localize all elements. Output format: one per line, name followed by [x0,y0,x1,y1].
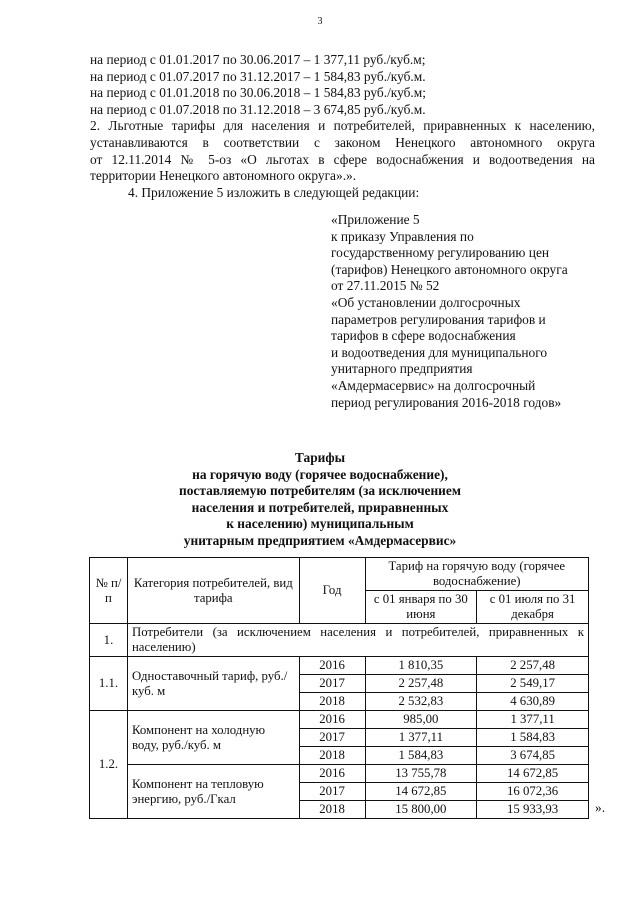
header-jan-jun: с 01 января по 30 июня [365,591,477,624]
title-line: поставляемую потребителям (за исключением [179,483,461,498]
year-cell: 2017 [299,675,365,693]
value-cell: 2 532,83 [365,693,477,711]
clause-2-line: устанавливаются в соответствии с законом Ненецкого автономного округа [90,134,595,150]
clause-2-line: территории Ненецкого автономного округа».». [90,168,357,184]
appendix-line: от 27.11.2015 № 52 [331,278,440,294]
header-tariff: Тариф на горячую воду (горячее водоснабжение) [365,558,589,591]
period-line: на период с 01.01.2018 по 30.06.2018 – 1 584,83 руб./куб.м; [90,85,426,101]
closing-mark: ». [595,800,606,815]
page-number: 3 [317,16,323,27]
value-cell: 1 377,11 [365,729,477,747]
title-line: Тарифы [294,450,346,465]
table-row [90,657,589,675]
clause-4: 4. Приложение 5 изложить в следующей редакции: [128,184,420,200]
appendix-line: унитарного предприятия [331,361,473,377]
tariff-table [89,557,589,819]
value-cell: 2 257,48 [477,657,589,675]
table-header-row [90,558,589,591]
body-text [90,52,595,201]
header-jul-dec: с 01 июля по 31 декабря [477,591,589,624]
year-cell: 2016 [299,657,365,675]
value-cell: 985,00 [365,711,477,729]
row-num: 1.2. [90,711,128,819]
value-cell: 1 584,83 [365,747,477,765]
value-cell: 14 672,85 [365,783,477,801]
value-cell: 1 584,83 [477,729,589,747]
table-row [90,624,589,657]
value-cell: 15 800,00 [365,801,477,819]
appendix-line: параметров регулирования тарифов и [331,311,546,327]
value-cell: 2 257,48 [365,675,477,693]
value-cell: 3 674,85 [477,747,589,765]
table-row [90,765,589,783]
row-label: Одноставочный тариф, руб./куб. м [127,657,299,711]
value-cell: 13 755,78 [365,765,477,783]
title-line: унитарным предприятием «Амдермасервис» [183,532,457,548]
table-row [90,711,589,729]
section-text: Потребители (за исключением населения и потребителей, приравненных к населению) [127,624,588,657]
row-label: Компонент на холодную воду, руб./куб. м [127,711,299,765]
clause-2-line: от 12.11.2014 № 5-оз «О льготах в сфере водоснабжения и водоотведения на [90,151,595,167]
appendix-line: период регулирования 2016-2018 годов» [331,394,562,410]
year-cell: 2018 [299,747,365,765]
value-cell: 1 810,35 [365,657,477,675]
title-line: к населению) муниципальным [226,516,414,531]
appendix-line: и водоотведения для муниципального [331,344,548,360]
appendix-line: «Приложение 5 [331,212,420,227]
title-line: населения и потребителей, приравненных [191,499,449,515]
appendix-line: тарифов в сфере водоснабжения [331,328,516,344]
appendix-line: «Об установлении долгосрочных [331,294,521,310]
year-cell: 2017 [299,729,365,747]
period-line: на период с 01.07.2017 по 31.12.2017 – 1 584,83 руб./куб.м. [90,68,426,84]
appendix-line: «Амдермасервис» на долгосрочный [331,377,536,393]
clause-2-line: 2. Льготные тарифы для населения и потребителей, приравненных к населению, [90,118,595,134]
value-cell: 2 549,17 [477,675,589,693]
appendix-line: (тарифов) Ненецкого автономного округа [331,261,568,277]
year-cell: 2017 [299,783,365,801]
title-line: на горячую воду (горячее водоснабжение), [192,466,448,482]
value-cell: 4 630,89 [477,693,589,711]
header-year: Год [299,558,365,624]
row-label: Компонент на тепловую энергию, руб./Гкал [127,765,299,819]
appendix-line: к приказу Управления по [331,228,474,244]
value-cell: 16 072,36 [477,783,589,801]
row-num: 1.1. [90,657,128,711]
value-cell: 1 377,11 [477,711,589,729]
section-num: 1. [90,624,128,657]
year-cell: 2016 [299,711,365,729]
year-cell: 2016 [299,765,365,783]
appendix-line: государственному регулированию цен [331,245,550,261]
header-category: Категория потребителей, вид тарифа [127,558,299,624]
period-line: на период с 01.01.2017 по 30.06.2017 – 1 377,11 руб./куб.м; [90,52,426,67]
value-cell: 14 672,85 [477,765,589,783]
document-title [0,450,640,549]
period-line: на период с 01.07.2018 по 31.12.2018 – 3 674,85 руб./куб.м. [90,101,426,117]
header-num: № п/п [90,558,128,624]
year-cell: 2018 [299,801,365,819]
year-cell: 2018 [299,693,365,711]
appendix-header [331,212,601,411]
value-cell: 15 933,93 [477,801,589,819]
